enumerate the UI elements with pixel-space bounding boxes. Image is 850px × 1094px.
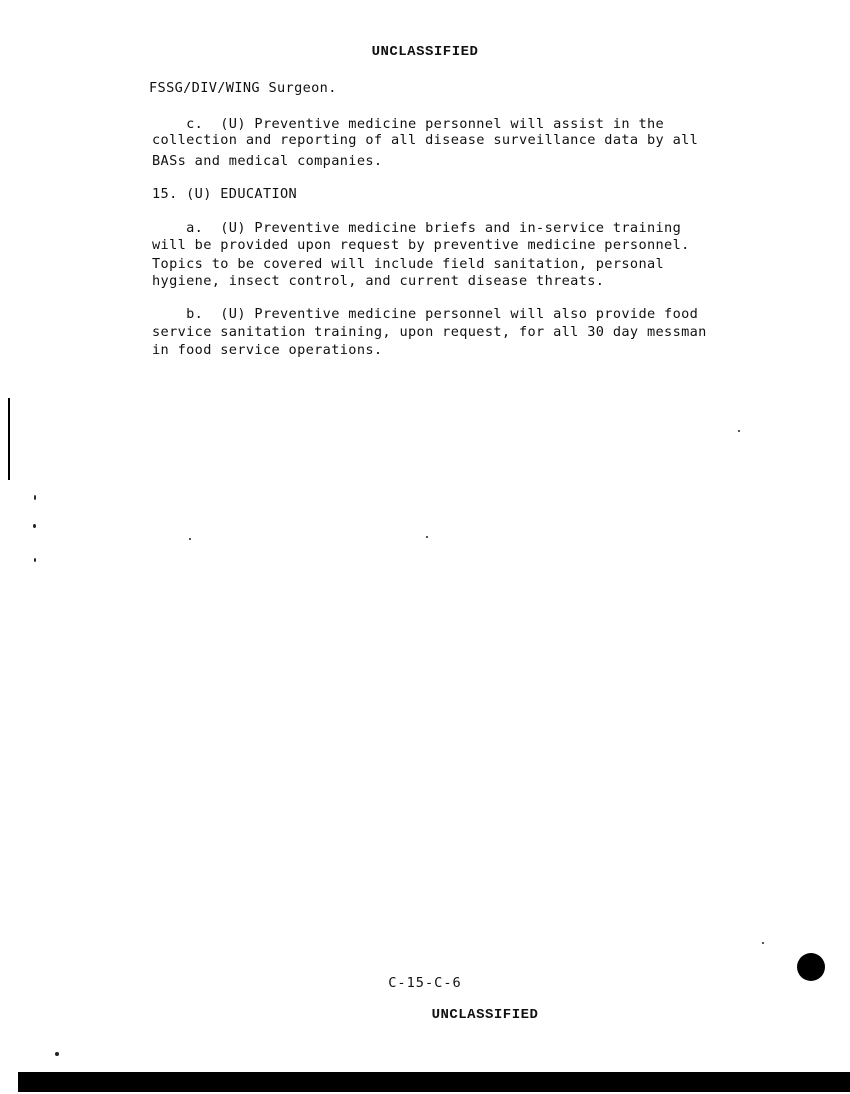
scan-speck [738, 430, 740, 432]
text-line-9: hygiene, insect control, and current disease threats. [152, 273, 605, 289]
page-number: C-15-C-6 [388, 975, 462, 991]
scan-speck [34, 495, 36, 500]
scan-speck [762, 942, 764, 944]
text-line-1: FSSG/DIV/WING Surgeon. [149, 80, 337, 96]
scan-speck [426, 536, 428, 538]
scan-speck [189, 538, 191, 540]
footer-classification: UNCLASSIFIED [431, 1007, 539, 1023]
text-line-6: a. (U) Preventive medicine briefs and in-service training [152, 220, 682, 236]
text-line-11: service sanitation training, upon request, for all 30 day messman [152, 324, 707, 340]
header-classification: UNCLASSIFIED [371, 44, 479, 60]
text-line-2: c. (U) Preventive medicine personnel will assist in the [152, 116, 665, 132]
scan-bottom-bar [18, 1072, 850, 1092]
scan-speck [55, 1052, 59, 1056]
text-line-10: b. (U) Preventive medicine personnel will also provide food [152, 306, 699, 322]
text-line-12: in food service operations. [152, 342, 383, 358]
text-line-8: Topics to be covered will include field sanitation, personal [152, 256, 665, 272]
text-line-7: will be provided upon request by preventive medicine personnel. [152, 237, 690, 253]
punch-hole [797, 953, 825, 981]
section-heading: 15. (U) EDUCATION [152, 186, 298, 202]
text-line-4: BASs and medical companies. [152, 153, 383, 169]
scan-edge-line [8, 398, 10, 480]
text-line-3: collection and reporting of all disease surveillance data by all [152, 132, 699, 148]
scan-speck [34, 558, 36, 562]
scan-speck [33, 524, 36, 528]
